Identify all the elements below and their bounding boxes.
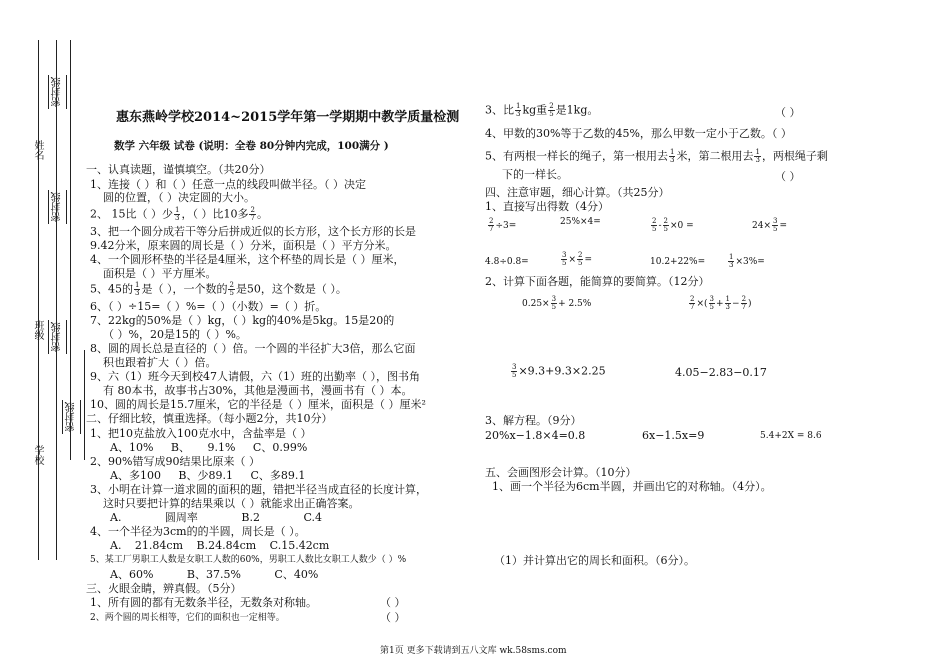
calc-item: $\frac{3}{5}$ × $\frac{2}{5}$ = xyxy=(562,251,593,267)
question-text: 3、小明在计算一道求圆的面积的题，错把半径当成直径的长度计算， xyxy=(90,483,427,496)
name-label: 姓名 xyxy=(32,140,43,160)
section-4-heading: 四、注意审题，细心计算。（共25分） xyxy=(485,186,670,199)
seal-line-text: 密封线 xyxy=(48,75,67,109)
question-text: 1、把10克盐放入100克水中，含盐率是（ ） xyxy=(90,427,312,440)
question-text: 2、计算下面各题，能简算的要简算。（12分） xyxy=(485,275,710,288)
question-text: 2、90%错写成90结果比原来（ ） xyxy=(90,455,260,468)
question-text: （ ）%，20是15的（ ）%。 xyxy=(103,328,247,341)
equation-item: 5.4+2X = 8.6 xyxy=(760,431,822,441)
calc-item: 4.05−2.83−0.17 xyxy=(675,366,767,379)
page-title: 惠东燕岭学校2014~2015学年第一学期期中教学质量检测 xyxy=(116,110,460,125)
seal-line-text: 密封线 xyxy=(48,190,67,224)
question-text: 下的一样长。 xyxy=(502,168,568,181)
margin-line-3 xyxy=(70,40,71,460)
seal-line-text: 密封线 xyxy=(48,320,67,354)
answer-blank: （ ） xyxy=(380,611,406,624)
margin-line-2 xyxy=(56,40,57,560)
question-text: 4、一个半径为3cm的的半圆，周长是（ ）。 xyxy=(90,525,306,538)
question-text: 1、所有圆的都有无数条半径，无数条对称轴。 xyxy=(90,596,317,609)
calc-item: 10.2+22%= xyxy=(650,257,706,267)
fraction: $\frac{1}{3}$ xyxy=(135,281,140,297)
question-text: 4、甲数的30%等于乙数的45%，那么甲数一定小于乙数。（ ） xyxy=(485,127,792,140)
choice-options: A、10% B、 9.1% C、0.99% xyxy=(110,441,308,454)
calc-item: $\frac{2}{7}$ ÷3= xyxy=(489,217,517,233)
school-label: 学校 xyxy=(32,445,43,465)
calc-item: 0.25× $\frac{3}{5}$ + 2.5% xyxy=(522,295,592,311)
question-text: 有 80本书，故事书占30%，其他是漫画书，漫画书有（ ）本。 xyxy=(103,384,413,397)
choice-options: A、多100 B、少89.1 C、多89.1 xyxy=(110,469,306,482)
calc-item: $\frac{2}{7}$ ×( $\frac{3}{5}$ + $\frac{1}{3}$ − $\frac{2}{7}$ ) xyxy=(690,295,752,311)
question-text: 9.42分米，原来圆的周长是（ ）分米，面积是（ ）平方分米。 xyxy=(90,239,397,252)
question-text: 3、把一个圆分成若干等分后拼成近似的长方形，这个长方形的长是 xyxy=(90,225,416,238)
fraction: $\frac{2}{5}$ xyxy=(549,102,554,118)
question-text: 9、六（1）班今天到校47人请假，六（1）班的出勤率（ ），图书角 xyxy=(90,370,420,383)
fraction: $\frac{1}{3}$ xyxy=(670,148,675,164)
fraction: $\frac{1}{3}$ xyxy=(175,206,180,222)
question-text: 10、圆的周长是15.7厘米，它的半径是（ ）厘米，面积是（ ）厘米² xyxy=(90,398,426,411)
choice-options: A. 圆周率 B.2 C.4 xyxy=(110,511,323,524)
question-text: 2、 15比（ ）少 $\frac{1}{3}$ ，（ ）比10多 $\frac{2}{7}$ 。 xyxy=(90,206,268,222)
question-text: 面积是（ ）平方厘米。 xyxy=(103,267,217,280)
calc-item: 4.8÷0.8= xyxy=(485,257,529,267)
section-5-heading: 五、会画图形会计算。（10分） xyxy=(485,466,637,479)
question-text: 5、45的 $\frac{1}{3}$ 是（ ），一个数的 $\frac{2}{5}$ 是50，这个数是（ ）。 xyxy=(90,281,347,297)
question-text: 3、解方程。（9分） xyxy=(485,414,582,427)
section-3-heading: 三、火眼金睛，辨真假。（5分） xyxy=(86,582,242,595)
margin-line-4 xyxy=(84,350,85,460)
equation-item: 20%x−1.8×4=0.8 xyxy=(485,429,586,442)
question-text: 2、两个圆的周长相等，它们的面积也一定相等。 xyxy=(90,613,285,623)
choice-options: A. 21.84cm B.24.84cm C.15.42cm xyxy=(110,539,330,552)
question-text: 5、有两根一样长的绳子，第一根用去 $\frac{1}{3}$ 米，第二根用去 $\frac{1}{3}$ ，两根绳子剩 xyxy=(485,148,828,164)
calc-item: $\frac{3}{5}$ ×9.3+9.3×2.25 xyxy=(512,363,606,379)
section-1-heading: 一、认真读题，谨慎填空。（共20分） xyxy=(86,163,271,176)
question-text: （1）并计算出它的周长和面积。（6分）。 xyxy=(494,554,695,567)
answer-blank: （ ） xyxy=(775,106,801,119)
calc-item: 25%×4= xyxy=(560,217,601,227)
fraction: $\frac{1}{3}$ xyxy=(516,102,521,118)
page-subtitle: 数学 六年级 试卷 (说明：全卷 80分钟内完成，100满分 ) xyxy=(114,140,389,152)
answer-blank: （ ） xyxy=(380,596,406,609)
fraction: $\frac{1}{3}$ xyxy=(755,148,760,164)
question-text: 8、圆的周长总是直径的（ ）倍。一个圆的半径扩大3倍，那么它面 xyxy=(90,342,416,355)
fraction: $\frac{2}{7}$ xyxy=(250,206,255,222)
calc-item: $\frac{1}{3}$ ×3%= xyxy=(729,253,765,269)
question-text: 圆的位置，（ ）决定圆的大小。 xyxy=(103,191,255,204)
seal-line-text: 密封线 xyxy=(62,400,81,434)
question-text: 7、22kg的50%是（ ）kg，（ ）kg的40%是5kg。15是20的 xyxy=(90,314,395,327)
question-text: 1、连接（ ）和（ ）任意一点的线段叫做半径。（ ）决定 xyxy=(90,178,366,191)
question-text: 4、一个圆形杯垫的半径是4厘米，这个杯垫的周长是（ ）厘米， xyxy=(90,253,405,266)
page-footer: 第1页 更多下载请到五八文库 wk.58sms.com xyxy=(380,646,567,656)
question-text: 3、比 $\frac{1}{3}$ kg重 $\frac{2}{5}$ 是1kg。 xyxy=(485,102,599,118)
question-text: 积也跟着扩大（ ）倍。 xyxy=(103,356,217,369)
choice-options: A、60% B、37.5% C、40% xyxy=(110,568,319,581)
calc-item: 24× $\frac{3}{5}$ = xyxy=(752,217,788,233)
fraction: $\frac{2}{5}$ xyxy=(229,281,234,297)
answer-blank: （ ） xyxy=(775,170,801,183)
class-label: 班级 xyxy=(32,320,43,340)
question-text: 6、（ ）÷15=（ ）%=（ ）（小数）=（ ）折。 xyxy=(90,300,327,313)
calc-item: $\frac{2}{5}$ - $\frac{2}{5}$ ×0 = xyxy=(652,217,694,233)
question-text: 这时只要把计算的结果乘以（ ）就能求出正确答案。 xyxy=(103,497,360,510)
section-2-heading: 二、仔细比较，慎重选择。（每小题2分，共10分） xyxy=(86,412,333,425)
question-text: 5、某工厂男职工人数是女职工人数的60%，男职工人数比女职工人数少（ ）% xyxy=(90,555,407,565)
question-text: 1、直接写出得数（4分） xyxy=(485,200,609,213)
question-text: 1、画一个半径为6cm半圆，并画出它的对称轴。（4分）。 xyxy=(492,480,772,493)
equation-item: 6x−1.5x=9 xyxy=(642,429,705,442)
margin-line-1 xyxy=(38,40,39,560)
